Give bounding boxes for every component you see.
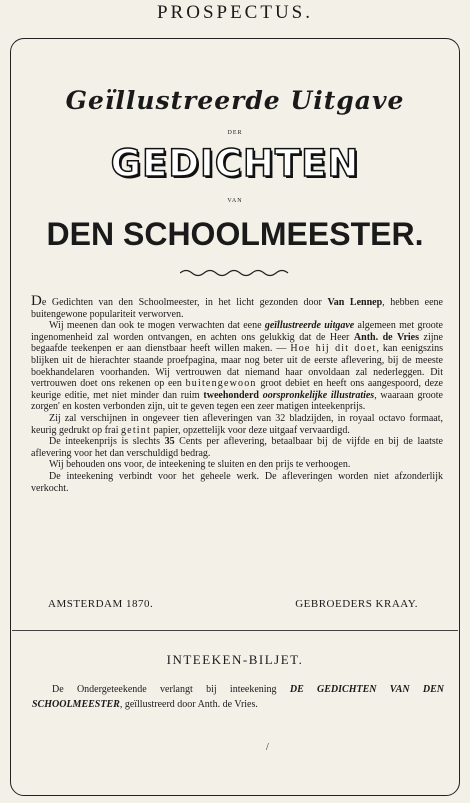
publisher-name: GEBROEDERS KRAAY. bbox=[295, 598, 418, 610]
subscription-text bbox=[32, 682, 444, 712]
title-gothic-line: Geïllustreerde Uitgave bbox=[65, 86, 405, 115]
paragraph-4: De inteekenprijs is slechts 35 Cents per aflevering, betaalbaar bij de vijfde en bij de laatste aflevering voor het dan verschuldigd bedrag. bbox=[31, 436, 443, 459]
paragraph-6: De inteekening verbindt voor het geheele werk. De afleveringen worden niet afzonderlijk verkocht. bbox=[31, 470, 443, 494]
subscription-paragraph: De Ondergeteekende verlangt bij inteekening DE GEDICHTEN VAN DEN SCHOOLMEESTER, geïllustreerd door Anth. de Vries. bbox=[32, 684, 444, 710]
title-van: VAN bbox=[227, 198, 243, 204]
ornament-divider bbox=[180, 268, 290, 278]
prospectus-body bbox=[31, 293, 444, 494]
title-schoolmeester: DEN SCHOOLMEESTER. bbox=[46, 216, 424, 252]
paragraph-3: Zij zal verschijnen in ongeveer tien afleveringen van 32 bladzijden, in royaal octavo formaat, keurig gedrukt op frai getint papier, opzettelijk voor deze uitgaaf vervaardigd. bbox=[31, 412, 443, 436]
subscription-heading: INTEEKEN-BILJET. bbox=[166, 652, 304, 667]
signature-mark: / bbox=[266, 742, 269, 753]
title-gedichten: GEDICHTEN bbox=[110, 142, 360, 185]
paragraph-5: Wij behouden ons voor, de inteekening te sluiten en den prijs te verhoogen. bbox=[49, 459, 351, 471]
paragraph-2: Wij meenen dan ook te mogen verwachten dat eene geïllustreerde uitgave algemeen met groote ingenomenheid zal worden ontvangen, en achten ons gelukkig dat de Heer Anth. de Vries zijne begaafde teekenpen er aan dienstbaar heeft willen maken. — Hoe hij dit doet, kan eenigszins blijken uit de hierachter staande proefpagina, maar nog beter uit de eerste aflevering, bij de meeste boekhandelaren voorhanden. Wij vertrouwen dat niemand haar onvoldaan zal nederleggen. Dit vertrouwen doet ons rekenen op een buitengewoon groot debiet en heeft ons aangespoord, deze keurige editie, met niet minder dan ruim tweehonderd oorspronkelijke illustraties, waaraan groote zorgen' en kosten verbonden zijn, uit te geven tegen een zeer matigen inteekenprijs. bbox=[31, 320, 444, 413]
section-divider bbox=[12, 630, 458, 631]
paragraph-1: De Gedichten van den Schoolmeester, in het licht gezonden door Van Lennep, hebben eene buitengewone populariteit verworven. bbox=[31, 293, 443, 320]
place-date: AMSTERDAM 1870. bbox=[48, 598, 154, 610]
title-der: DER bbox=[227, 130, 243, 136]
prospectus-heading: PROSPECTUS. bbox=[156, 2, 314, 23]
